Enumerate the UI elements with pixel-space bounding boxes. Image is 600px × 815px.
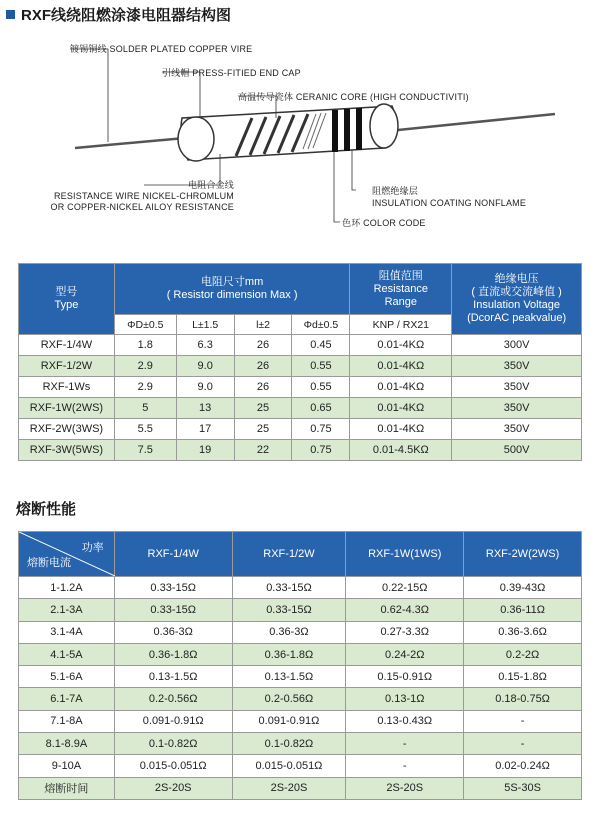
subheader-cell: KNP / RX21 xyxy=(350,315,452,335)
table-row: 1-1.2A 0.33-15Ω 0.33-15Ω 0.22-15Ω 0.39-43Ω xyxy=(19,577,582,599)
table-row: RXF-2W(3WS) 5.5 17 25 0.75 0.01-4KΩ 350V xyxy=(19,419,582,440)
table-row: 3.1-4A 0.36-3Ω 0.36-3Ω 0.27-3.3Ω 0.36-3.6Ω xyxy=(19,621,582,643)
corner-header: 功率 熔断电流 xyxy=(19,532,115,577)
color-band-2 xyxy=(344,109,350,151)
header-dimension: 电阻尺寸mm ( Resistor dimension Max ) xyxy=(114,264,350,315)
color-band-3 xyxy=(356,108,362,150)
label-insulation-cn: 阻燃绝缘层 xyxy=(372,186,419,196)
label-resistance-wire-cn: 电阻合金线 xyxy=(187,180,234,190)
table-row: RXF-1/2W 2.9 9.0 26 0.55 0.01-4KΩ 350V xyxy=(19,356,582,377)
header-type: 型号 Type xyxy=(19,264,115,335)
table-row: 7.1-8A 0.091-0.91Ω 0.091-0.91Ω 0.13-0.43Ω - xyxy=(19,710,582,732)
header-voltage: 绝缘电压 ( 直流或交流峰值 ) Insulation Voltage (DcorAC peakvalue) xyxy=(452,264,582,335)
right-lead-wire xyxy=(398,114,555,130)
table-row: 6.1-7A 0.2-0.56Ω 0.2-0.56Ω 0.13-1Ω 0.18-0.75Ω xyxy=(19,688,582,710)
label-color-code: 色环 COLOR CODE xyxy=(342,218,426,228)
subheader-cell: ΦD±0.5 xyxy=(114,315,176,335)
table-row: 8.1-8.9A 0.1-0.82Ω 0.1-0.82Ω - - xyxy=(19,733,582,755)
label-resistance-wire-en2: OR COPPER-NICKEL AILOY RESISTANCE xyxy=(50,202,234,212)
header-range: 阻值范围 Resistance Range xyxy=(350,264,452,315)
title-square-icon xyxy=(6,10,15,19)
table-row: 5.1-6A 0.13-1.5Ω 0.13-1.5Ω 0.15-0.91Ω 0.15-1.8Ω xyxy=(19,666,582,688)
label-resistance-wire-en1: RESISTANCE WIRE NICKEL-CHROMLUM xyxy=(53,191,234,201)
label-solder-wire: 镀锡铜线 SOLDER PLATED COPPER VIRE xyxy=(70,44,253,54)
left-end-cap xyxy=(178,117,214,161)
column-header: RXF-1W(1WS) xyxy=(346,532,464,577)
label-insulation-en: INSULATION COATING NONFLAME xyxy=(372,198,527,208)
page-title xyxy=(6,4,231,25)
column-header: RXF-1/2W xyxy=(232,532,346,577)
section-title-fusing: 熔断性能 xyxy=(16,501,77,518)
table-row: 2.1-3A 0.33-15Ω 0.33-15Ω 0.62-4.3Ω 0.36-11Ω xyxy=(19,599,582,621)
table-row: 4.1-5A 0.36-1.8Ω 0.36-1.8Ω 0.24-2Ω 0.2-2Ω xyxy=(19,643,582,665)
subheader-cell: L±1.5 xyxy=(176,315,234,335)
subheader-cell: Φd±0.5 xyxy=(292,315,350,335)
spec-table xyxy=(18,263,582,461)
column-header: RXF-2W(2WS) xyxy=(464,532,582,577)
fusing-table xyxy=(18,531,582,800)
table-row: RXF-1Ws 2.9 9.0 26 0.55 0.01-4KΩ 350V xyxy=(19,377,582,398)
page-title-text: RXF线绕阻燃涂漆电阻器结构图 xyxy=(21,7,232,24)
label-ceramic-core: 高温传导瓷体 CERANIC CORE (HIGH CONDUCTIVITI) xyxy=(238,92,469,102)
left-lead-wire xyxy=(75,138,185,148)
right-end-cap xyxy=(370,104,398,148)
table-row: 9-10A 0.015-0.051Ω 0.015-0.051Ω - 0.02-0.24Ω xyxy=(19,755,582,777)
table-row: RXF-1/4W 1.8 6.3 26 0.45 0.01-4KΩ 300V xyxy=(19,335,582,356)
color-band-1 xyxy=(332,110,338,152)
column-header: RXF-1/4W xyxy=(114,532,232,577)
label-end-cap: 引线帽 PRESS-FITIED END CAP xyxy=(162,68,301,78)
subheader-cell: l±2 xyxy=(234,315,292,335)
table-row: 熔断时间 2S-20S 2S-20S 2S-20S 5S-30S xyxy=(19,777,582,799)
table-row: RXF-1W(2WS) 5 13 25 0.65 0.01-4KΩ 350V xyxy=(19,398,582,419)
table-row: RXF-3W(5WS) 7.5 19 22 0.75 0.01-4.5KΩ 500V xyxy=(19,440,582,461)
